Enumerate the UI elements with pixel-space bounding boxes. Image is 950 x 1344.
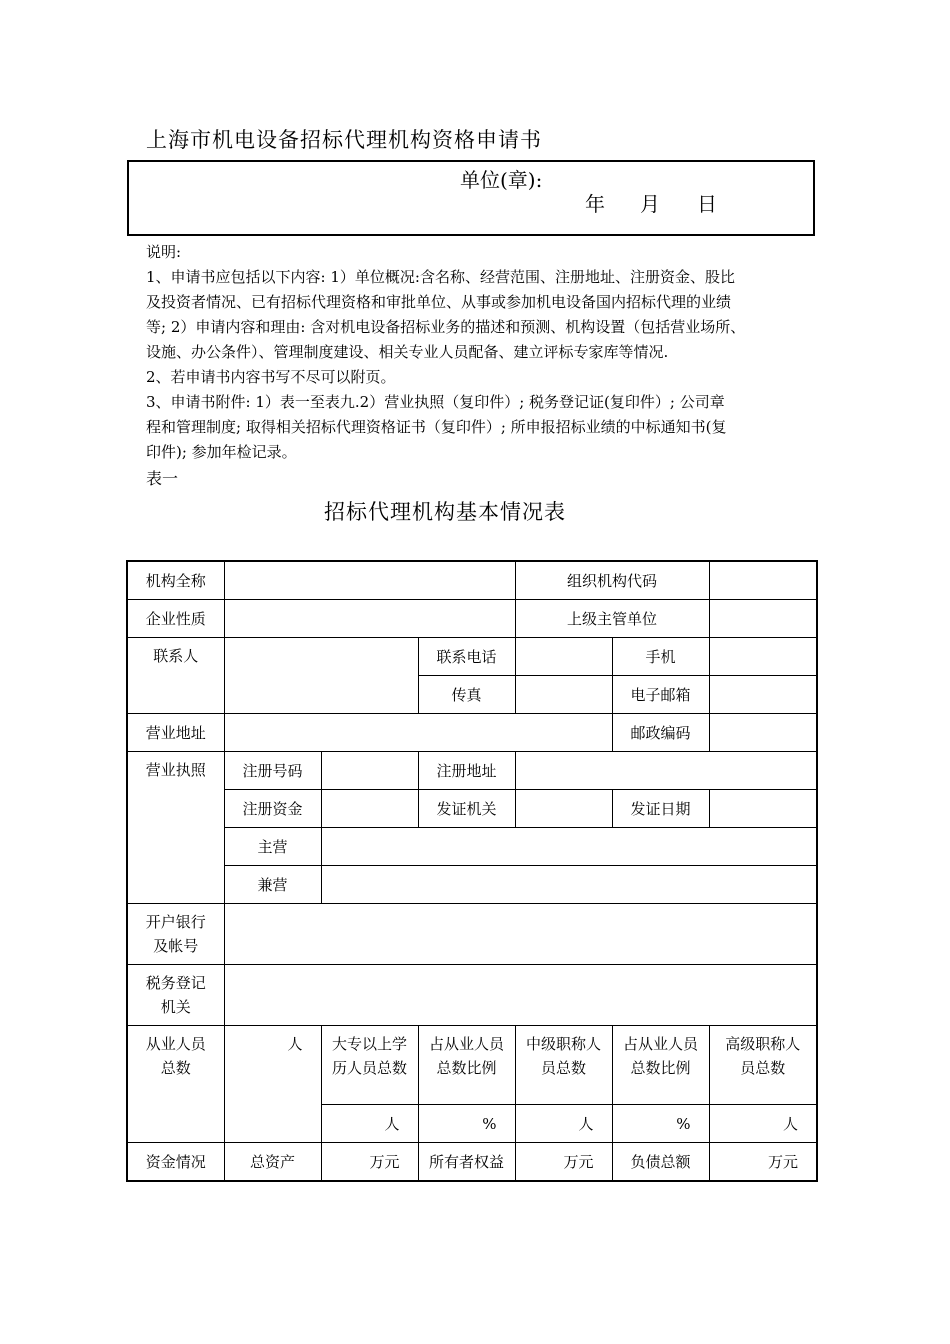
superior-unit-field[interactable] <box>709 600 817 638</box>
date-month-label: 月 <box>640 192 660 216</box>
instruction-1-line-1: 1、申请书应包括以下内容: 1）单位概况:含名称、经营范围、注册地址、注册资金、股比 <box>146 268 735 286</box>
college-ratio-field[interactable]: % <box>418 1105 515 1143</box>
staff-total-field[interactable]: 人 <box>224 1026 321 1143</box>
table-row <box>127 965 817 1026</box>
reg-number-field[interactable] <box>321 752 418 790</box>
mid-title-staff-field[interactable]: 人 <box>515 1105 612 1143</box>
contact-person-field[interactable] <box>224 638 418 714</box>
table-row <box>127 1143 817 1182</box>
superior-unit-label: 上级主管单位 <box>515 600 709 638</box>
business-address-label: 营业地址 <box>127 714 224 752</box>
org-code-field[interactable] <box>709 561 817 600</box>
owner-equity-label: 所有者权益 <box>418 1143 515 1182</box>
fax-field[interactable] <box>515 676 612 714</box>
postal-code-label: 邮政编码 <box>612 714 709 752</box>
mobile-label: 手机 <box>612 638 709 676</box>
bank-label-line-1: 开户银行 <box>145 913 206 931</box>
college-ratio-line-2: 总数比例 <box>436 1059 497 1077</box>
org-full-name-field[interactable] <box>224 561 515 600</box>
table-row <box>127 561 817 600</box>
tax-authority-field[interactable] <box>224 965 817 1026</box>
mid-title-line-2: 员总数 <box>541 1059 587 1077</box>
table-row <box>127 714 817 752</box>
bank-label-line-2: 及帐号 <box>153 937 199 955</box>
org-full-name-label: 机构全称 <box>127 561 224 600</box>
senior-title-line-2: 员总数 <box>740 1059 786 1077</box>
mid-title-staff-label <box>515 1026 612 1105</box>
seal-date-box <box>127 160 815 236</box>
issue-date-label: 发证日期 <box>612 790 709 828</box>
tax-label-line-2: 机关 <box>160 998 191 1016</box>
main-business-field[interactable] <box>321 828 817 866</box>
basic-info-table <box>126 560 818 1182</box>
reg-capital-label: 注册资金 <box>224 790 321 828</box>
email-field[interactable] <box>709 676 817 714</box>
college-staff-label <box>321 1026 418 1105</box>
business-license-label: 营业执照 <box>127 752 224 904</box>
mid-title-line-1: 中级职称人 <box>526 1035 602 1053</box>
instruction-3-line-3: 印件); 参加年检记录。 <box>146 443 297 461</box>
owner-equity-field[interactable]: 万元 <box>515 1143 612 1182</box>
senior-title-staff-field[interactable]: 人 <box>709 1105 817 1143</box>
table-row <box>127 828 817 866</box>
instruction-3-line-2: 程和管理制度; 取得相关招标代理资格证书（复印件）; 所申报招标业绩的中标通知书(复 <box>146 418 727 436</box>
mid-ratio-line-1: 占从业人员 <box>623 1035 699 1053</box>
issuing-authority-label: 发证机关 <box>418 790 515 828</box>
staff-label-line-1: 从业人员 <box>145 1035 206 1053</box>
senior-title-line-1: 高级职称人 <box>725 1035 801 1053</box>
reg-number-label: 注册号码 <box>224 752 321 790</box>
main-business-label: 主营 <box>224 828 321 866</box>
college-staff-field[interactable]: 人 <box>321 1105 418 1143</box>
bank-account-field[interactable] <box>224 904 817 965</box>
enterprise-type-label: 企业性质 <box>127 600 224 638</box>
table-row <box>127 600 817 638</box>
reg-address-field[interactable] <box>515 752 817 790</box>
instruction-1-line-2: 及投资者情况、已有招标代理资格和审批单位、从事或参加机电设备国内招标代理的业绩 <box>146 293 732 311</box>
seal-label: 单位(章): <box>460 168 543 192</box>
reg-capital-field[interactable] <box>321 790 418 828</box>
total-liabilities-label: 负债总额 <box>612 1143 709 1182</box>
mobile-field[interactable] <box>709 638 817 676</box>
college-ratio-line-1: 占从业人员 <box>429 1035 505 1053</box>
contact-phone-label: 联系电话 <box>418 638 515 676</box>
total-assets-label: 总资产 <box>224 1143 321 1182</box>
total-liabilities-field[interactable]: 万元 <box>709 1143 817 1182</box>
side-business-field[interactable] <box>321 866 817 904</box>
mid-ratio-line-2: 总数比例 <box>630 1059 691 1077</box>
fax-label: 传真 <box>418 676 515 714</box>
table-label: 表一 <box>146 469 179 488</box>
date-year-label: 年 <box>585 192 605 216</box>
table-row <box>127 790 817 828</box>
instruction-1-line-4: 设施、办公条件）、管理制度建设、相关专业人员配备、建立评标专家库等情况. <box>146 343 669 361</box>
email-label: 电子邮箱 <box>612 676 709 714</box>
contact-phone-field[interactable] <box>515 638 612 676</box>
funds-label: 资金情况 <box>127 1143 224 1182</box>
bank-account-label <box>127 904 224 965</box>
contact-person-label: 联系人 <box>127 638 224 714</box>
mid-title-ratio-field[interactable]: % <box>612 1105 709 1143</box>
table-row <box>127 638 817 676</box>
college-label-line-2: 历人员总数 <box>331 1059 407 1077</box>
tax-authority-label <box>127 965 224 1026</box>
instruction-2: 2、若申请书内容书写不尽可以附页。 <box>146 368 396 386</box>
side-business-label: 兼营 <box>224 866 321 904</box>
issue-date-field[interactable] <box>709 790 817 828</box>
table-row <box>127 1026 817 1105</box>
senior-title-staff-label <box>709 1026 817 1105</box>
college-ratio-label <box>418 1026 515 1105</box>
reg-address-label: 注册地址 <box>418 752 515 790</box>
table-title: 招标代理机构基本情况表 <box>324 500 566 524</box>
org-code-label: 组织机构代码 <box>515 561 709 600</box>
mid-title-ratio-label <box>612 1026 709 1105</box>
tax-label-line-1: 税务登记 <box>145 974 206 992</box>
total-assets-field[interactable]: 万元 <box>321 1143 418 1182</box>
business-address-field[interactable] <box>224 714 612 752</box>
table-row <box>127 752 817 790</box>
instructions <box>146 240 816 465</box>
table-row <box>127 904 817 965</box>
date-day-label: 日 <box>697 192 717 216</box>
instructions-heading: 说明: <box>146 243 182 261</box>
postal-code-field[interactable] <box>709 714 817 752</box>
instruction-1-line-3: 等; 2）申请内容和理由: 含对机电设备招标业务的描述和预测、机构设置（包括营业场所、 <box>146 318 746 336</box>
instruction-3-line-1: 3、申请书附件: 1）表一至表九.2）营业执照（复印件）; 税务登记证(复印件）; 公司章 <box>146 393 725 411</box>
table-row <box>127 866 817 904</box>
enterprise-type-field[interactable] <box>224 600 515 638</box>
staff-label-line-2: 总数 <box>160 1059 191 1077</box>
staff-total-label <box>127 1026 224 1143</box>
college-label-line-1: 大专以上学 <box>331 1035 407 1053</box>
document-title: 上海市机电设备招标代理机构资格申请书 <box>146 128 542 152</box>
issuing-authority-field[interactable] <box>515 790 612 828</box>
